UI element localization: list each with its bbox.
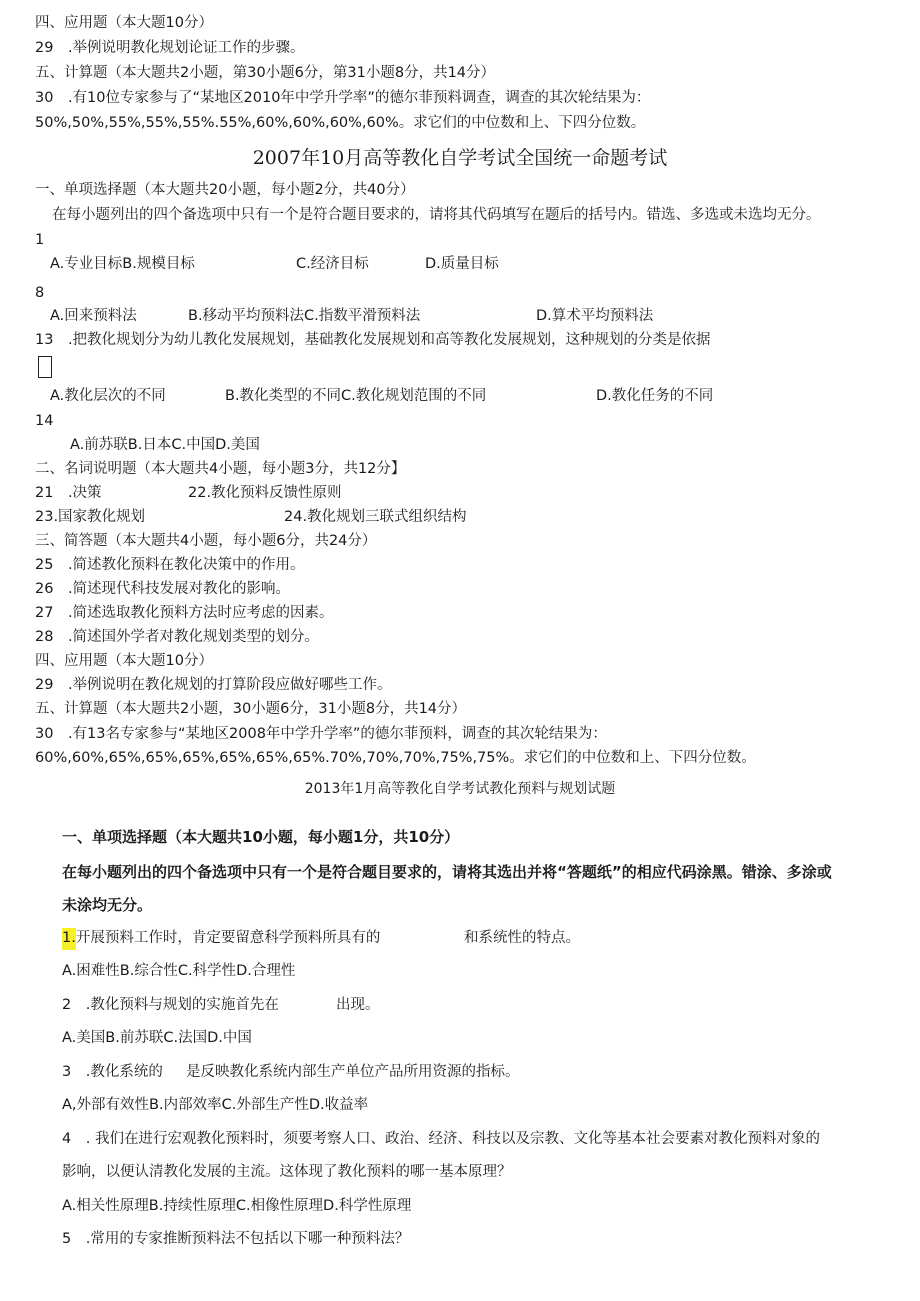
s3-question-1-options: A.困难性B.综合性C.科学性D.合理性 [62, 963, 296, 979]
s3-part1-instructions-line1: 在每小题列出的四个备选项中只有一个是符合题目要求的，请将其选出并将“答题纸”的相应代码涂黑。错涂、多涂或 [62, 863, 832, 881]
s3-question-4-line1: 4 . 我们在进行宏观教化预料时，须要考察人口、政治、经济、科技以及宗教、文化等基本社会要素对教化预料对象的 [62, 1131, 820, 1147]
s3-question-2-options: A.美国B.前苏联C.法国D.中国 [62, 1030, 252, 1046]
s2-part1-instructions: 在每小题列出的四个备选项中只有一个是符合题目要求的，请将其代码填写在题后的括号内。错选、多选或未选均无分。 [52, 207, 821, 223]
s2-question-14-options: A.前苏联B.日本C.中国D.美国 [70, 437, 260, 453]
s2-exam-title: 2007年10月高等教化自学考试全国统一命题考试 [252, 147, 668, 169]
s3-question-3-options: A,外部有效性B.内部效率C.外部生产性D.收益率 [62, 1097, 369, 1113]
s2-part2-heading: 二、名词说明题（本大题共4小题，每小题3分，共12分】 [35, 461, 406, 477]
s3-part1-instructions-line2: 未涂均无分。 [62, 896, 153, 914]
s1-part5-heading: 五、计算题（本大题共2小题，第30小题6分，第31小题8分，共14分） [35, 65, 496, 81]
question-number [62, 928, 380, 948]
s2-question-28: 28 .简述国外学者对教化规划类型的划分。 [35, 629, 320, 645]
option: D.教化任务的不同 [596, 388, 714, 404]
s2-term-row-1 [0, 483, 920, 503]
s2-question-13: 13 .把教化规划分为幼儿教化发展规划，基础教化发展规划和高等教化发展规划，这种规划的分类是依据 [35, 332, 711, 348]
term-question-24: 24.教化规划三联式组织结构 [284, 509, 467, 525]
s2-question-30-data: 60%,60%,65%,65%,65%,65%,65%,65%.70%,70%,70%,75%,75%。求它们的中位数和上、下四分位数。 [35, 750, 756, 766]
s3-question-4-line2: 影响，以便认清教化发展的主流。这体现了教化预料的哪一基本原理？ [62, 1164, 512, 1180]
s1-question-29: 29 .举例说明教化规划论证工作的步骤。 [35, 40, 305, 56]
s2-question-13-options [0, 386, 920, 406]
s3-question-2 [0, 995, 920, 1015]
term-question-22: 22.教化预料反馈性原则 [188, 485, 342, 501]
s1-part4-heading: 四、应用题（本大题10分） [35, 15, 213, 31]
s2-question-8-options [0, 306, 920, 326]
s3-part1-heading: 一、单项选择题（本大题共10小题，每小题1分，共10分） [62, 828, 460, 846]
question-text: 3 .教化系统的 [62, 1064, 163, 1080]
s2-question-27: 27 .简述选取教化预料方法时应考虑的因素。 [35, 605, 334, 621]
s2-question-26: 26 .简述现代科技发展对教化的影响。 [35, 581, 291, 597]
option: D.算术平均预料法 [536, 308, 654, 324]
s3-question-4-options: A.相关性原理B.持续性原理C.相像性原理D.科学性原理 [62, 1198, 412, 1214]
s3-question-5: 5 .常用的专家推断预料法不包括以下哪一种预料法？ [62, 1231, 410, 1247]
s2-term-row-2 [0, 507, 920, 527]
s2-question-29: 29 .举例说明在教化规划的打算阶段应做好哪些工作。 [35, 677, 392, 693]
term-question-21: 21 .决策 [35, 485, 102, 501]
option: C.经济目标 [296, 256, 369, 272]
s2-question-1-number: 1 [35, 232, 45, 248]
option: D.质量目标 [425, 256, 499, 272]
option-group: A.专业目标B.规模目标 [50, 256, 195, 272]
s2-part1-heading: 一、单项选择题（本大题共20小题，每小题2分，共40分） [35, 182, 415, 198]
option-group: B.移动平均预料法C.指数平滑预料法 [188, 308, 421, 324]
s3-exam-title: 2013年1月高等教化自学考试教化预料与规划试题 [304, 781, 616, 797]
option: A.教化层次的不同 [50, 388, 166, 404]
term-question-23: 23.国家教化规划 [35, 509, 146, 525]
question-text-tail: 出现。 [336, 997, 380, 1013]
s2-question-30: 30 .有13名专家参与“某地区2008年中学升学率”的德尔菲预料，调查的其次轮结果为： [35, 726, 607, 742]
s2-part3-heading: 三、简答题（本大题共4小题，每小题6分，共24分） [35, 533, 377, 549]
question-text: 开展预料工作时，肯定要留意科学预料所具有的 [75, 930, 381, 946]
s3-question-1 [0, 928, 920, 948]
s2-question-25: 25 .简述教化预料在教化决策中的作用。 [35, 557, 305, 573]
highlight-mark: 1. [62, 928, 76, 950]
option-group: B.教化类型的不同C.教化规划范围的不同 [225, 388, 487, 404]
question-text-tail: 是反映教化系统内部生产单位产品所用资源的指标。 [186, 1064, 520, 1080]
answer-bracket [38, 356, 52, 378]
s2-question-14-number: 14 [35, 413, 54, 429]
option: A.回来预料法 [50, 308, 137, 324]
s2-question-8-number: 8 [35, 285, 45, 301]
s1-question-30-data: 50%,50%,55%,55%,55%.55%,60%,60%,60%,60%。求它们的中位数和上、下四分位数。 [35, 115, 646, 131]
s2-part4-heading: 四、应用题（本大题10分） [35, 653, 213, 669]
s1-question-30: 30 .有10位专家参与了“某地区2010年中学升学率”的德尔菲预料调查，调查的其次轮结果为： [35, 90, 651, 106]
question-text: 2 .教化预料与规划的实施首先在 [62, 997, 279, 1013]
question-text-tail: 和系统性的特点。 [464, 930, 580, 946]
s3-question-3 [0, 1062, 920, 1082]
s2-question-1-options [0, 254, 920, 274]
s2-part5-heading: 五、计算题（本大题共2小题，30小题6分，31小题8分，共14分） [35, 701, 467, 717]
